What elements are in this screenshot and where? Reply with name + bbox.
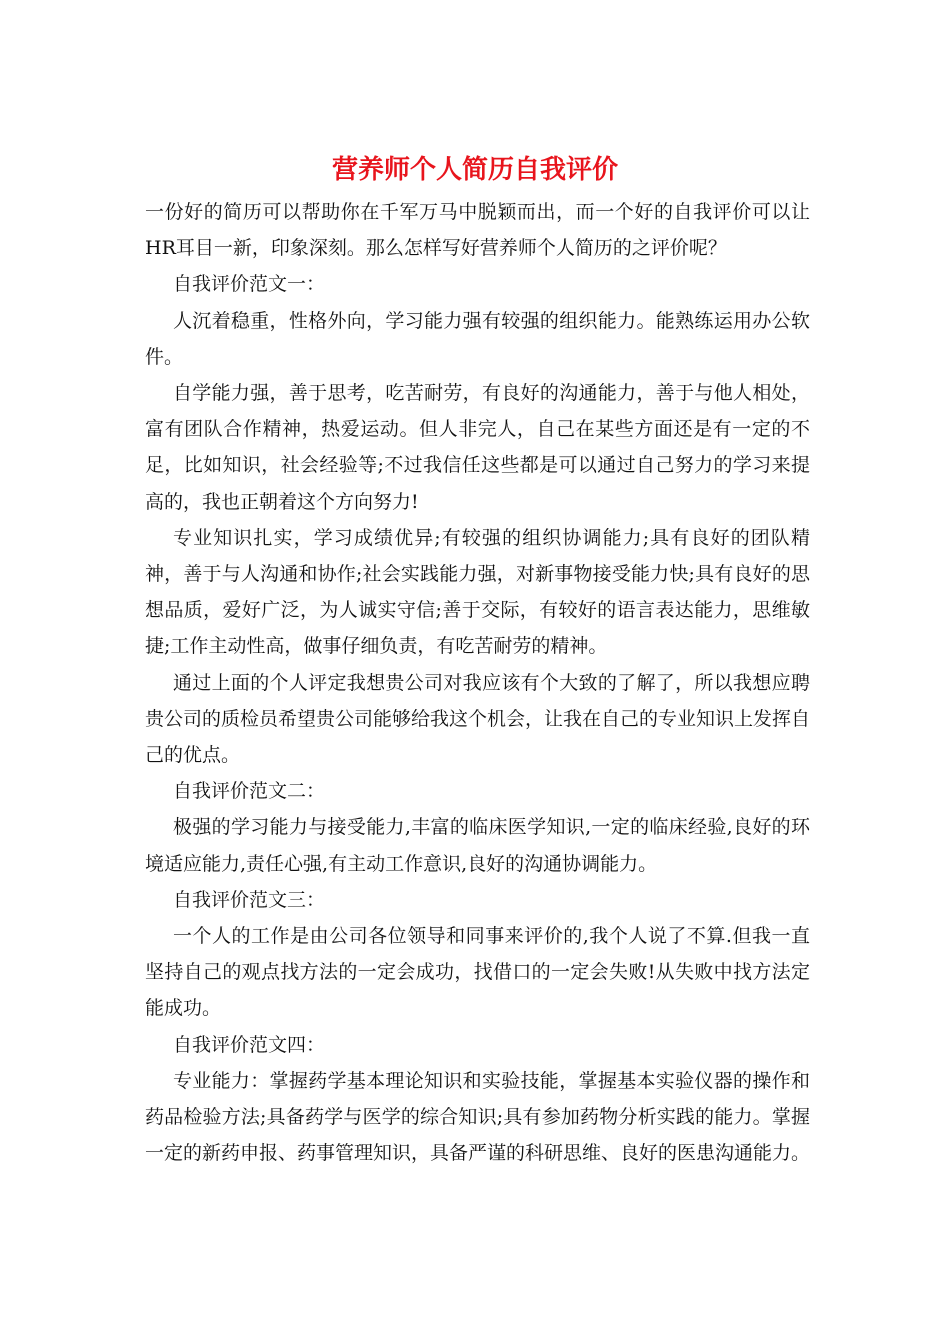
section-heading-1: 自我评价范文一： bbox=[173, 273, 326, 296]
body-paragraph: 极强的学习能力与接受能力,丰富的临床医学知识,一定的临床经验,良好的环境适应能力,责任心强,有主动工作意识,良好的沟通协调能力。 bbox=[145, 816, 810, 875]
section-heading-2: 自我评价范文二： bbox=[173, 780, 326, 803]
document-title: 营养师个人简历自我评价 bbox=[331, 155, 618, 185]
body-paragraph: 通过上面的个人评定我想贵公司对我应该有个大致的了解了，所以我想应聘贵公司的质检员希望贵公司能够给我这个机会，让我在自己的专业知识上发挥自己的优点。 bbox=[145, 671, 811, 767]
section-heading-4: 自我评价范文四： bbox=[173, 1033, 326, 1056]
body-paragraph: 自学能力强，善于思考，吃苦耐劳，有良好的沟通能力，善于与他人相处，富有团队合作精神，热爱运动。但人非完人，自己在某些方面还是有一定的不足，比如知识，社会经验等;不过我信任这些都是可以通过自己努力的学习来提高的，我也正朝着这个方向努力! bbox=[145, 382, 810, 513]
body-paragraph: 一个人的工作是由公司各位领导和同事来评价的,我个人说了不算.但我一直坚持自己的观点找方法的一定会成功，找借口的一定会失败!从失败中找方法定能成功。 bbox=[145, 925, 810, 1020]
section-heading-3: 自我评价范文三： bbox=[173, 888, 326, 911]
intro-paragraph: 一份好的简历可以帮助你在千军万马中脱颖而出，而一个好的自我评价可以让HR耳目一新，印象深刻。那么怎样写好营养师个人简历的之评价呢？ bbox=[145, 201, 810, 260]
body-paragraph: 人沉着稳重，性格外向，学习能力强有较强的组织能力。能熟练运用办公软件。 bbox=[145, 309, 810, 368]
document-body bbox=[145, 194, 810, 1171]
body-paragraph: 专业知识扎实，学习成绩优异;有较强的组织协调能力;具有良好的团队精神，善于与人沟通和协作;社会实践能力强，对新事物接受能力快;具有良好的思想品质，爱好广泛，为人诚实守信;善于交际，有较好的语言表达能力，思维敏捷;工作主动性高，做事仔细负责，有吃苦耐劳的精神。 bbox=[145, 526, 810, 658]
body-paragraph: 专业能力：掌握药学基本理论知识和实验技能，掌握基本实验仪器的操作和药品检验方法;具备药学与医学的综合知识;具有参加药物分析实践的能力。掌握一定的新药申报、药事管理知识，具备严谨的科研思维、良好的医患沟通能力。 bbox=[145, 1069, 811, 1165]
